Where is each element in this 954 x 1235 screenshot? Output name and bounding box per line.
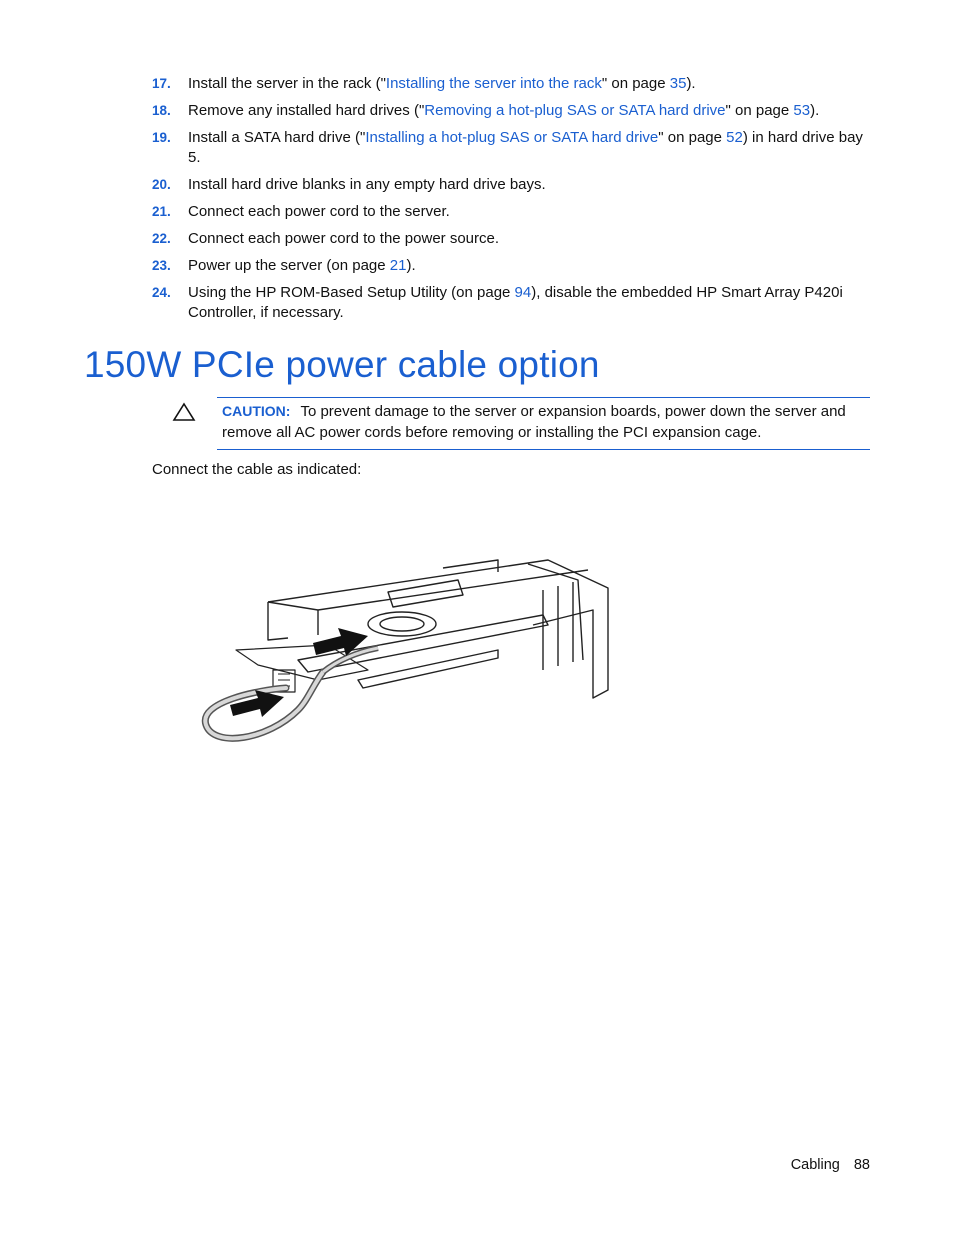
step-22: 22. Connect each power cord to the power source. <box>152 230 500 247</box>
page-link-94[interactable]: 94 <box>514 284 532 301</box>
page-link-53[interactable]: 53 <box>793 102 811 119</box>
caution-note <box>217 397 870 450</box>
intro-text: Connect the cable as indicated: <box>152 461 362 478</box>
link-removing-hard-drive[interactable]: Removing a hot-plug SAS or SATA hard drive <box>424 102 726 119</box>
pci-riser-cable-illustration <box>198 540 618 750</box>
step-20: 20. Install hard drive blanks in any empty hard drive bays. <box>152 176 546 193</box>
procedure-steps <box>152 74 872 330</box>
step-21: 21. Connect each power cord to the server. <box>152 203 450 220</box>
warning-triangle-icon <box>172 402 196 422</box>
link-installing-hard-drive[interactable]: Installing a hot-plug SAS or SATA hard drive <box>365 129 659 146</box>
caution-text: To prevent damage to the server or expansion boards, power down the server and remove all AC power cords before removing or installing the PCI expansion cage. <box>222 403 846 441</box>
page-link-21[interactable]: 21 <box>389 257 407 274</box>
step-18: 18. Remove any installed hard drives ("Removing a hot-plug SAS or SATA hard drive" on page 53). <box>152 102 820 119</box>
step-17: 17. Install the server in the rack ("Installing the server into the rack" on page 35). <box>152 75 696 92</box>
caution-label: CAUTION: <box>222 403 291 419</box>
page-link-52[interactable]: 52 <box>726 129 743 146</box>
page-link-35[interactable]: 35 <box>669 75 687 92</box>
footer-section: Cabling <box>790 1157 840 1173</box>
step-24: 24. Using the HP ROM-Based Setup Utility (on page 94), disable the embedded HP Smart Array P420i Controller, if necessary. <box>152 284 843 321</box>
page-footer <box>791 1157 870 1173</box>
footer-page-number: 88 <box>853 1157 870 1173</box>
section-title: 150W PCIe power cable option <box>84 344 600 385</box>
step-23: 23. Power up the server (on page 21). <box>152 257 416 274</box>
step-19: 19. Install a SATA hard drive ("Installing a hot-plug SAS or SATA hard drive" on page 52) in hard drive bay 5. <box>152 129 863 166</box>
link-installing-server-rack[interactable]: Installing the server into the rack <box>385 75 602 92</box>
